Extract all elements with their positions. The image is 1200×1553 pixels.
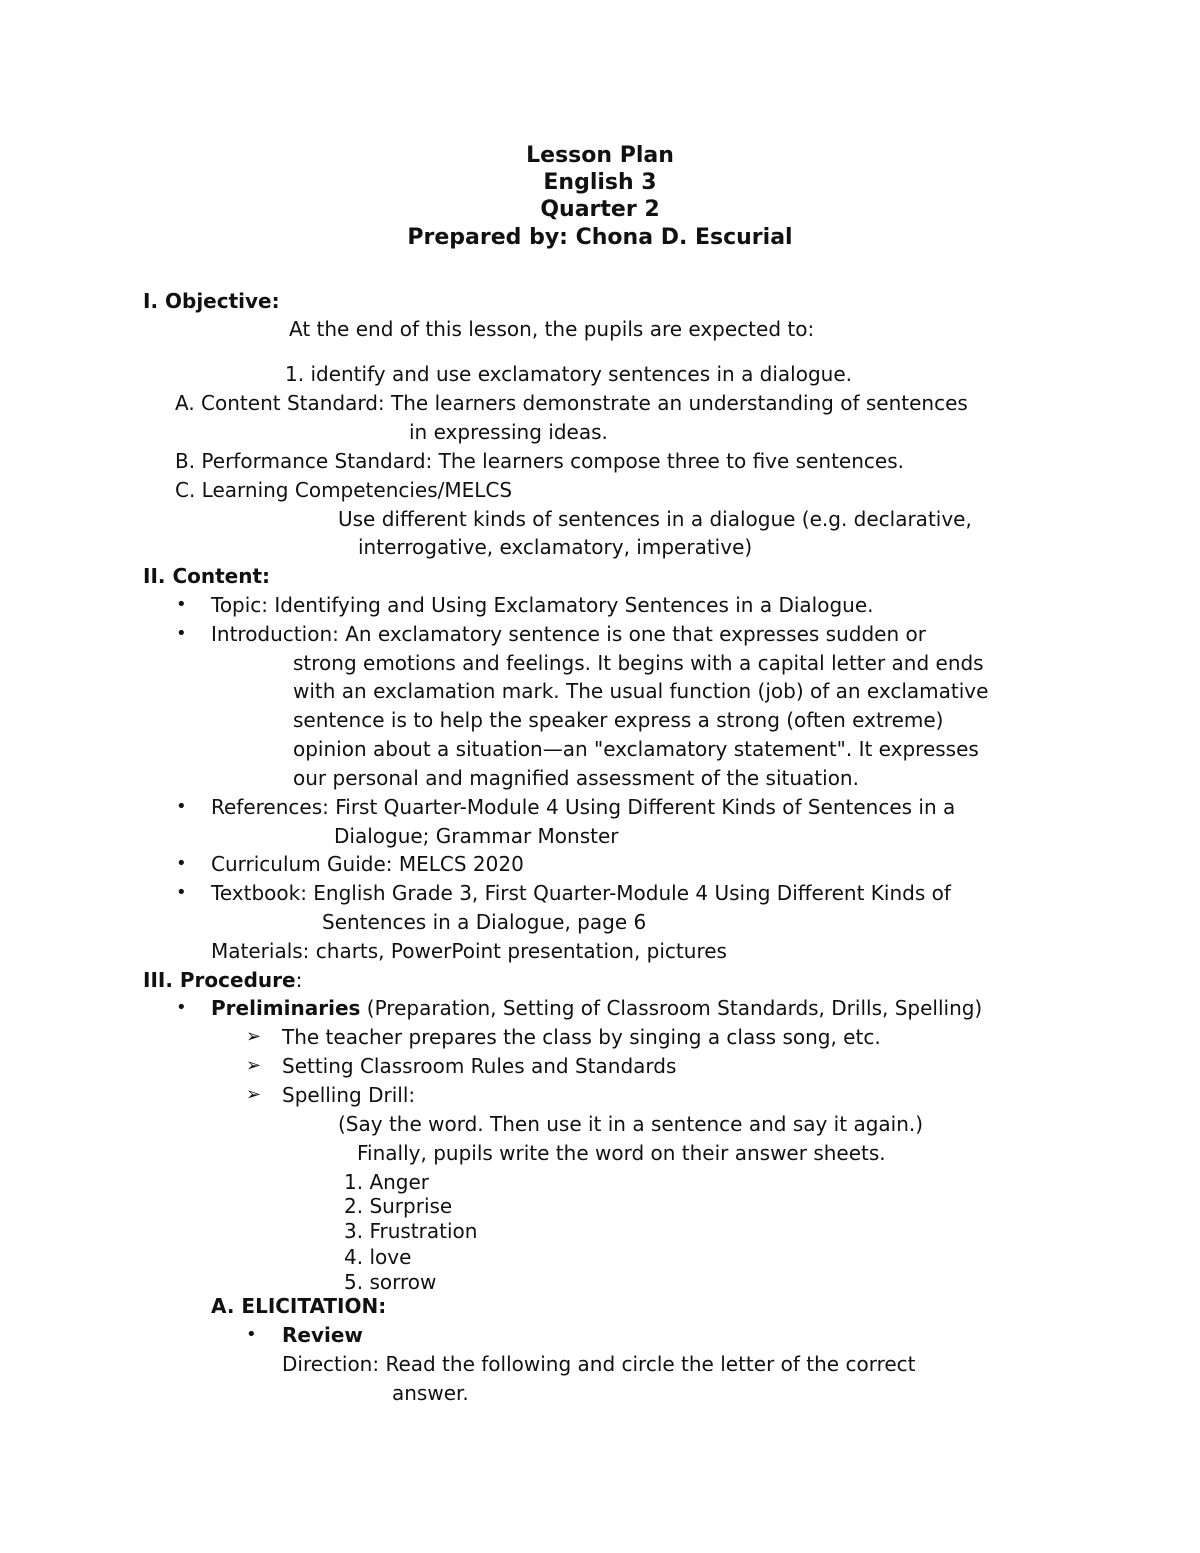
procedure-heading-text: III. Procedure (143, 968, 296, 992)
preliminaries-line (211, 996, 982, 1020)
document-title: Lesson Plan (526, 143, 674, 168)
procedure-step-2: Setting Classroom Rules and Standards (282, 1054, 677, 1078)
content-standard-line2: in expressing ideas. (409, 420, 608, 444)
spelling-word-1: 1. Anger (344, 1170, 430, 1194)
drill-note-line1: (Say the word. Then use it in a sentence and say it again.) (338, 1112, 924, 1136)
procedure-step-1: The teacher prepares the class by singing a class song, etc. (282, 1025, 881, 1049)
direction-line1: Direction: Read the following and circle the letter of the correct (282, 1352, 916, 1376)
subject-line: English 3 (543, 170, 657, 195)
arrow-bullet-icon: ➢ (246, 1055, 262, 1076)
performance-standard: B. Performance Standard: The learners compose three to five sentences. (175, 449, 904, 473)
references-line1: References: First Quarter-Module 4 Using Different Kinds of Sentences in a (211, 795, 956, 819)
spelling-word-4: 4. love (344, 1245, 412, 1269)
bullet-icon: • (176, 623, 187, 644)
introduction-line-6: our personal and magnified assessment of the situation. (293, 766, 859, 790)
spelling-word-3: 3. Frustration (344, 1219, 478, 1243)
bullet-icon: • (176, 882, 187, 903)
materials-line: Materials: charts, PowerPoint presentation, pictures (211, 939, 727, 963)
bullet-icon: • (176, 997, 187, 1018)
review-heading: Review (282, 1323, 363, 1347)
learning-competencies: C. Learning Competencies/MELCS (175, 478, 513, 502)
prepared-by-line: Prepared by: Chona D. Escurial (407, 225, 793, 250)
objective-intro: At the end of this lesson, the pupils are expected to: (289, 317, 815, 341)
introduction-line-1: Introduction: An exclamatory sentence is one that expresses sudden or (211, 622, 926, 646)
bullet-icon: • (176, 853, 187, 874)
arrow-bullet-icon: ➢ (246, 1084, 262, 1105)
textbook-line2: Sentences in a Dialogue, page 6 (322, 910, 647, 934)
quarter-line: Quarter 2 (540, 197, 660, 222)
introduction-line-3: with an exclamation mark. The usual function (job) of an exclamative (293, 679, 989, 703)
objective-heading: I. Objective: (143, 289, 280, 313)
procedure-heading (143, 968, 302, 992)
drill-note-line2: Finally, pupils write the word on their answer sheets. (357, 1141, 886, 1165)
introduction-line-4: sentence is to help the speaker express a strong (often extreme) (293, 708, 944, 732)
preliminaries-label: Preliminaries (211, 996, 361, 1020)
spelling-word-5: 5. sorrow (344, 1270, 437, 1294)
procedure-heading-colon: : (295, 968, 303, 992)
elicitation-heading: A. ELICITATION: (211, 1294, 387, 1318)
textbook-line1: Textbook: English Grade 3, First Quarter-Module 4 Using Different Kinds of (211, 881, 951, 905)
direction-line2: answer. (392, 1381, 469, 1405)
competency-detail-line2: interrogative, exclamatory, imperative) (358, 535, 753, 559)
bullet-icon: • (176, 594, 187, 615)
content-heading: II. Content: (143, 564, 271, 588)
introduction-line-2: strong emotions and feelings. It begins with a capital letter and ends (293, 651, 984, 675)
bullet-icon: • (176, 796, 187, 817)
procedure-step-3: Spelling Drill: (282, 1083, 416, 1107)
introduction-line-5: opinion about a situation—an "exclamatory statement". It expresses (293, 737, 979, 761)
spelling-word-2: 2. Surprise (344, 1194, 453, 1218)
curriculum-guide: Curriculum Guide: MELCS 2020 (211, 852, 524, 876)
bullet-icon: • (246, 1324, 257, 1345)
objective-item-1: 1. identify and use exclamatory sentences in a dialogue. (285, 362, 853, 386)
content-standard-line1: A. Content Standard: The learners demonstrate an understanding of sentences (175, 391, 968, 415)
content-topic: Topic: Identifying and Using Exclamatory Sentences in a Dialogue. (211, 593, 874, 617)
references-line2: Dialogue; Grammar Monster (334, 824, 619, 848)
competency-detail-line1: Use different kinds of sentences in a dialogue (e.g. declarative, (338, 507, 972, 531)
preliminaries-detail: (Preparation, Setting of Classroom Standards, Drills, Spelling) (360, 996, 983, 1020)
arrow-bullet-icon: ➢ (246, 1026, 262, 1047)
